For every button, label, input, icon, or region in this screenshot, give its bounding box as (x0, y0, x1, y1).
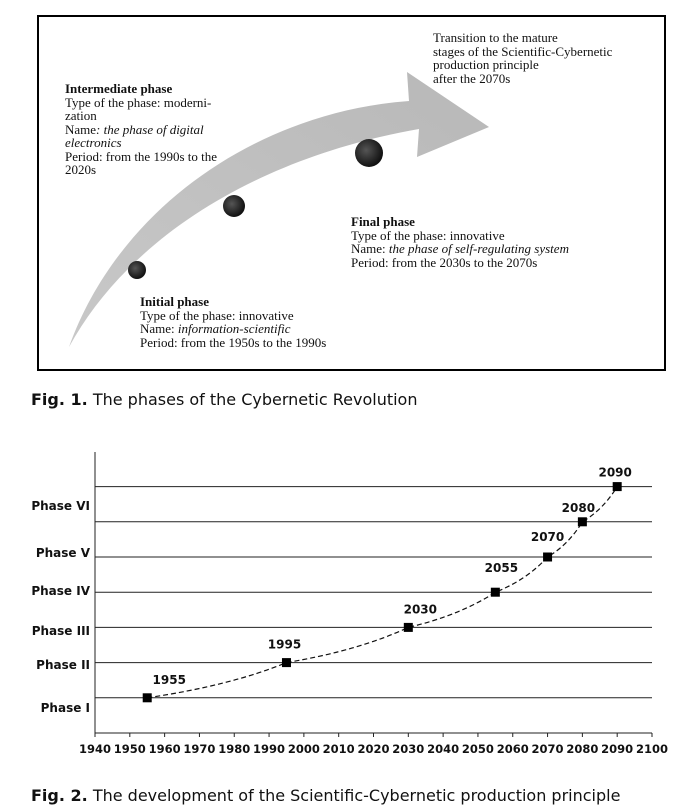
transition-line: Transition to the mature (433, 30, 558, 45)
intermediate-type-cont: zation (65, 108, 97, 123)
data-point (282, 658, 291, 667)
transition-line: stages of the Scientific-Cybernetic (433, 43, 613, 59)
final-type: Type of the phase: innovative (351, 227, 505, 243)
data-point (578, 517, 587, 526)
x-tick-label: 2000 (287, 742, 320, 756)
figure-1-caption (31, 390, 417, 409)
figure-1-caption-label: Fig. 1. (31, 390, 88, 409)
phase-dot-intermediate (223, 195, 245, 217)
data-point (143, 693, 152, 702)
intermediate-name-value: : the phase of digital (96, 121, 204, 137)
y-phase-label: Phase IV (31, 584, 90, 598)
figure-2-chart (0, 440, 697, 770)
x-tick-label: 2070 (531, 742, 564, 756)
final-phase-title: Final phase (351, 214, 415, 229)
data-point (491, 588, 500, 597)
initial-period: Period: from the 1950s to the 1990s (140, 334, 327, 350)
data-label: 2070 (530, 530, 565, 544)
initial-type: Type of the phase: innovative (140, 307, 294, 323)
x-tick-label: 2100 (635, 742, 669, 756)
final-name-prefix: Name: (351, 241, 389, 256)
data-label: 1995 (267, 637, 302, 652)
intermediate-phase-title: Intermediate phase (65, 81, 173, 96)
intermediate-type: Type of the phase: moderni- (65, 94, 212, 110)
y-phase-label: Phase VI (31, 499, 90, 513)
x-tick-label: 2030 (392, 742, 425, 756)
x-tick-label: 2010 (322, 742, 355, 756)
data-label: 1955 (152, 672, 186, 687)
initial-name-prefix: Name: (140, 321, 178, 336)
initial-name-value: information-scientific (177, 321, 291, 336)
x-tick-label: 2080 (566, 742, 599, 756)
transition-text (433, 31, 612, 85)
data-point (404, 623, 413, 632)
y-phase-label: Phase II (36, 658, 90, 672)
x-tick-label: 2020 (357, 742, 390, 756)
x-tick-label: 1940 (78, 742, 112, 756)
data-point (543, 553, 552, 562)
transition-line: after the 2070s (433, 70, 511, 86)
final-phase-text (351, 215, 569, 269)
figure-2-caption-text: The development of the Scientific-Cybernetic production principle (87, 786, 621, 805)
phase-dot-initial (128, 261, 146, 279)
figure-2-caption-label: Fig. 2. (31, 786, 88, 805)
intermediate-name-value-cont: electronics (65, 135, 122, 150)
phase-dot-final (355, 139, 383, 167)
x-tick-label: 1970 (183, 742, 216, 756)
x-tick-label: 2050 (461, 742, 494, 756)
x-tick-label: 1950 (113, 742, 146, 756)
data-label: 2030 (403, 602, 438, 617)
initial-phase-title: Initial phase (140, 294, 209, 309)
data-label: 2090 (598, 465, 632, 480)
transition-line: production principle (433, 57, 539, 72)
intermediate-phase-text (65, 82, 217, 177)
x-tick-label: 2040 (427, 742, 460, 756)
x-tick-label: 2060 (496, 742, 529, 756)
x-tick-label: 1960 (148, 742, 181, 756)
final-period: Period: from the 2030s to the 2070s (351, 254, 538, 270)
x-tick-label: 1990 (253, 742, 286, 756)
figure-1-caption-text: The phases of the Cybernetic Revolution (87, 390, 418, 409)
final-name-value: the phase of self-regulating system (388, 241, 569, 256)
y-phase-label: Phase V (35, 546, 90, 560)
y-phase-label: Phase III (31, 624, 90, 638)
initial-phase-text (140, 295, 326, 349)
data-label: 2080 (561, 500, 596, 515)
intermediate-period-cont: 2020s (65, 162, 97, 177)
intermediate-name-prefix: Name (65, 121, 97, 137)
data-point (613, 482, 622, 491)
x-tick-label: 2090 (601, 742, 634, 756)
y-phase-label: Phase I (40, 701, 90, 715)
data-label: 2055 (484, 561, 519, 576)
figure-2-caption (31, 786, 620, 805)
figure-1-diagram (37, 15, 666, 371)
intermediate-period: Period: from the 1990s to the (65, 148, 218, 164)
x-tick-label: 1980 (218, 742, 251, 756)
